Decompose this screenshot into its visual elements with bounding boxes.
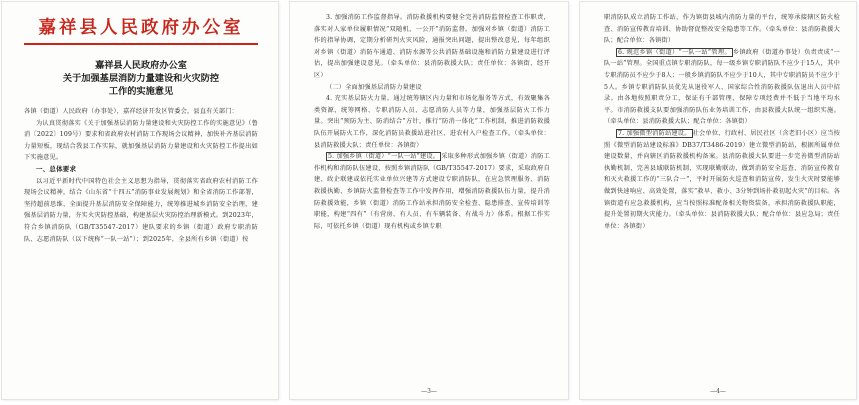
item-6-paragraph — [604, 47, 840, 128]
document-page-1 — [2, 2, 278, 399]
section-heading-general: 一、总体要求 — [36, 164, 77, 173]
item-4-paragraph: 4. 充实基层防火力量。通过统筹辖区内力量和市场化服务等方式，有效聚集各类资源，统筹网格、专职消防人员、志愿消防人员等力量，加强基层防火工作力量。突出“预防为主、防消结合”方针，推行“防消一体化”工作机制，推进消防救援队伍开展防火工作，深化消防员救援站进社区、进农村入户检查工作。（牵头单位：县消防救援大队；责任单位：各镇街） — [314, 95, 550, 149]
general-requirements-paragraph: 以习近平新时代中国特色社会主义思想为指导，贯彻落实省政府农村消防工作现场会议精神，结合《山东省“十四五”消防事业发展规划》和全省消防工作部署，坚持超前思维、全面提升基层消防安全保障能力，统筹推进城乡消防安全治理，建强基层消防力量，夯实火灾防控基础，构建基层火灾防控治理新模式。到2023年，符合乡镇消防队（GB/T35547-2017）建队要求的乡镇（街道）政府专职消防队、志愿消防队（以下统称“一队一站”）；到2025年，全县所有乡镇（街道）按 — [24, 177, 258, 243]
title-line-1: 嘉祥县人民政府办公室 — [95, 60, 187, 71]
document-page-2 — [290, 2, 568, 399]
item-5-boxed-heading: 5. 加强乡镇（街道）“一队一站”建设。 — [328, 153, 440, 161]
item-7-paragraph — [604, 128, 840, 232]
page-number: —3— — [421, 388, 437, 395]
intro-paragraph: 为认真贯彻落实《关于加强基层消防力量建设和火灾防控工作的实施意见》（鲁消〔2022〕109号）要求和省政府农村消防工作现场会议精神，加快补齐基层消防力量短板，现结合我县工作实际，就加强基层消防力量建设和火灾防控工作提出如下实施意见。 — [24, 119, 258, 162]
addressee: 各镇（街道）人民政府（办事处），嘉祥经济开发区管委会，县直有关部门： — [24, 108, 239, 115]
issuing-office-header: 嘉祥县人民政府办公室 — [38, 18, 244, 38]
item-7-body: 社会单位、行政村、居民社区（含老旧小区）应当按照《微型消防站建设标准》DB37/T3486-2019）建立微型消防站，根据所属单位建设数量，并向辖区消防救援机构备案。县消防救援大队要进一步完善微型消防站执勤机制，完善县域联防机制，实现联勤联动，做到消防安全巡查、消防宣传教育和灭火救援工作的“三队合一”，平时开展防火巡查和消防宣传，发生火灾时要能够做到快速响应、高效处置，落实“救早、救小、3分钟到场扑救初起火灾”的目标。各镇街道有应急救援机构，应当按照标准配备相关物资装备，承担消防救援队职能，提升处置初期火灾能力。（牵头单位：县消防救援大队；配合单位：县应急局；责任单位：各镇街） — [604, 129, 840, 230]
item-6-body: 乡镇政府（街道办事处）负责责成“一队一站”管理。全国重点镇专职消防队，每一级乡镇专职消防队不应少于15人，其中专职消防员不应少于8人；一般乡镇消防队不应少于10人，其中专职消防员不应少于5人。乡镇专职消防队员优先从退役军人、国家综合性消防救援队伍退出人员中招录。由各地按照职责分工，保证有千部管理，保障专项经费并不低于当地平均水平。市消防救援支队要加强消防队伍业务培训工作，由县救援大队统一组织实施。（牵头单位：县消防救援大队；配合单位：各镇街） — [604, 48, 841, 126]
item-3-paragraph: 3. 加强消防工作监督指导。消防救援机构要健全完善消防监督检查工作职责，落实对人家单位履职情况“双随机、一公开”消防监督。加强对乡镇（街道）消防工作的指导协调，定期分析研判火灾风险，通报突出问题，提出整改意见，每年组织对乡镇（街道）消防车通道、消防水源等公共消防基础设施和消防力量建设进行评估，提出加强建设意见。（牵头单位：县消防救援大队；责任单位：各镇街、经开区） — [314, 14, 550, 79]
document-title — [24, 59, 258, 98]
item-5-paragraph — [314, 151, 550, 232]
page-number: —4— — [710, 388, 726, 395]
title-line-3: 工作的实施意见 — [108, 86, 174, 97]
title-line-2: 关于加强基层消防力量建设和火灾防控 — [62, 73, 220, 84]
document-page-3 — [580, 2, 856, 399]
section-heading-firepower: （二）全面加强基层消防力量建设 — [326, 83, 422, 91]
continuation-paragraph: 职消防队成立消防工作站，作为镇街县城内消防力量的平台，统筹承接辖区防火检查、消防宣传教育培训、协助督促整改安全隐患等工作。（牵头单位：县消防救援大队；配合单位：各镇街） — [604, 14, 840, 45]
red-header-rule — [24, 43, 258, 45]
item-5-body: 采取多种形式加强乡镇（街道）消防工作机构和消防队伍建设，按照乡镇消防队（GB/T35547-2017）要求，采取政府自建、政企联建或依托实业单位兴建等方式建设专职消防队，在应急管理服务、消防救援执勤、乡镇防火监督检查等工作中发挥作用，增强消防救援队伍力量，提升消防救援效能，乡镇（街道）消防工作站承担消防安全检查、隐患排查、宣传培训等职能，构建“四有”（有营房、有人员、有车辆装备、有战斗力）体系。根据工作实际，可依托乡镇（街道）现有机构或乡镇专职 — [314, 153, 550, 230]
item-6-boxed-heading: 6. 规范乡镇（街道）“一队一站”管理。 — [618, 48, 731, 56]
item-7-boxed-heading: 7. 加强微型消防站建设。 — [618, 129, 691, 137]
